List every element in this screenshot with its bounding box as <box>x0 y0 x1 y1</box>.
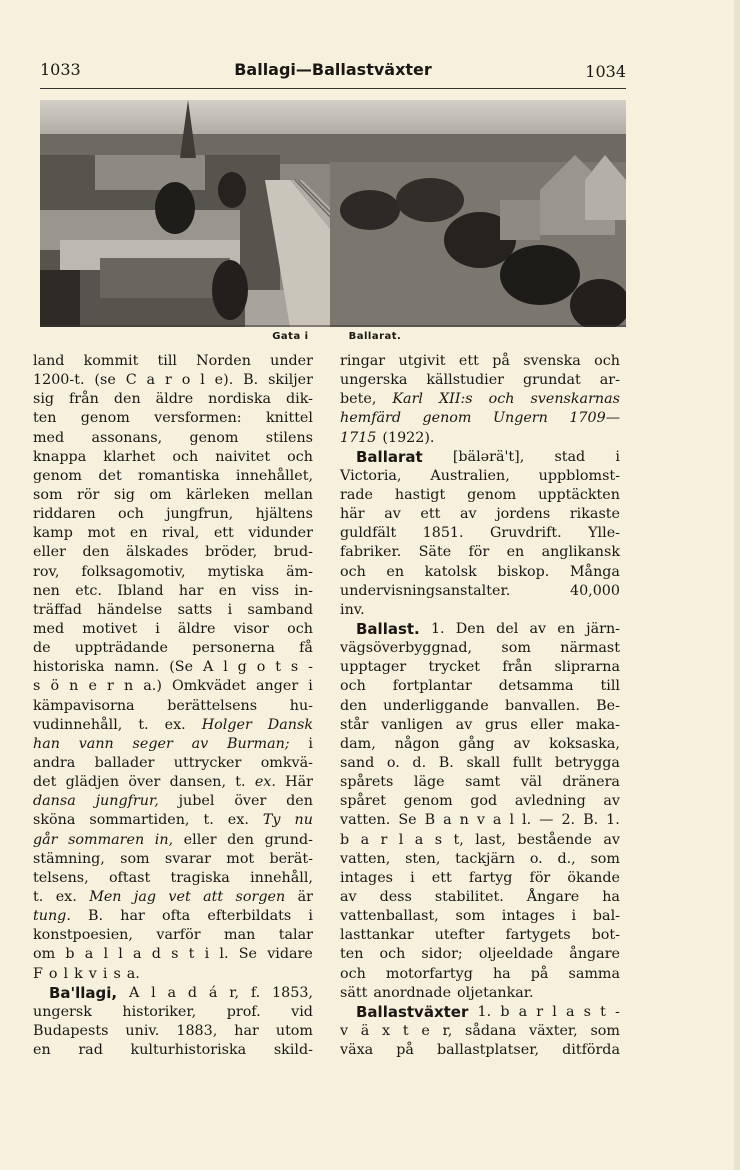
text-line: går sommaren in, eller den grund- <box>33 831 313 848</box>
text-line: land kommit till Norden under <box>33 353 313 369</box>
text-line: telsens, oftast tragiska innehåll, <box>33 869 313 886</box>
text-line: kamp mot en rival, ett vidunder <box>33 525 313 542</box>
text-line: v ä x t e r, sådana växter, som <box>340 1022 620 1039</box>
text-line: guldfält 1851. Gruvdrift. Ylle- <box>340 525 620 542</box>
text-line: ringar utgivit ett på svenska och <box>340 353 620 369</box>
text-line: spåret genom god avledning av <box>340 793 620 810</box>
text-line: konstpoesien, varför man talar <box>33 927 313 944</box>
text-line: och fortplantar detsamma till <box>340 678 620 695</box>
text-line: han vann seger av Burman; i <box>33 735 313 752</box>
text-line: intages i ett fartyg för ökande <box>340 869 620 886</box>
text-line: Budapests univ. 1883, har utom <box>33 1022 313 1039</box>
text-line: F o l k v i s a. <box>33 965 140 982</box>
text-line: ungerska källstudier grundat ar- <box>340 372 620 389</box>
text-line: Ballarat [bälərä't], stad i <box>356 447 620 466</box>
text-line: eller den älskades bröder, brud- <box>33 544 313 561</box>
text-line: t. ex. Men jag vet att sorgen är <box>33 888 313 905</box>
text-line: en rad kulturhistoriska skild- <box>33 1042 313 1059</box>
text-line: kämpavisorna berättelsens hu- <box>33 697 313 714</box>
text-line: sköna sommartiden, t. ex. Ty nu <box>33 812 313 829</box>
text-line: sand o. d. B. skall fullt betrygga <box>340 754 620 771</box>
text-line: och en katolsk biskop. Många <box>340 563 620 580</box>
text-line: hemfärd genom Ungern 1709— <box>340 410 620 427</box>
text-line: vägsöverbyggnad, som närmast <box>340 640 620 657</box>
text-line: vudinnehåll, t. ex. Holger Dansk <box>33 716 313 733</box>
text-line: det glädjen över dansen, t. ex. Här <box>33 774 313 791</box>
header-title: Ballagi—Ballastväxter <box>234 60 432 79</box>
text-line: historiska namn. (Se A l g o t s - <box>33 659 313 676</box>
right-page-number: 1034 <box>585 62 626 81</box>
text-line: spårets läge samt väl dränera <box>340 774 620 791</box>
text-line: vatten. Se B a n v a l l. — 2. B. 1. <box>340 812 620 829</box>
text-line: upptager trycket från sliprarna <box>340 659 620 676</box>
street-photo <box>40 100 626 327</box>
left-page-number: 1033 <box>40 60 81 79</box>
text-line: om b a l l a d s t i l. Se vidare <box>33 946 313 963</box>
text-line: andra ballader uttrycker omkvä- <box>33 754 313 771</box>
text-line: av dess stabilitet. Ångare ha <box>340 888 620 905</box>
text-line: Ba'llagi, A l a d á r, f. 1853, <box>49 983 313 1002</box>
text-line: som rör sig om kärleken mellan <box>33 486 313 503</box>
running-header <box>40 58 626 82</box>
text-line: sig från den äldre nordiska dik- <box>33 391 313 408</box>
text-line: och motorfartyg ha på samma <box>340 965 620 982</box>
text-line: genom det romantiska innehållet, <box>33 467 313 484</box>
text-line: knappa klarhet och naivitet och <box>33 448 313 465</box>
text-line: vatten, sten, tackjärn o. d., som <box>340 850 620 867</box>
text-line: dansa jungfrur, jubel över den <box>33 793 313 810</box>
text-line: ten och sidor; oljeeldade ångare <box>340 946 620 963</box>
text-line: tung. B. har ofta efterbildats i <box>33 908 313 925</box>
text-line: 1200-t. (se C a r o l e). B. skiljer <box>33 372 313 389</box>
text-line: bete, Karl XII:s och svenskarnas <box>340 391 620 408</box>
text-line: Ballastväxter 1. b a r l a s t - <box>356 1002 620 1021</box>
text-line: ten genom versformen: knittel <box>33 410 313 427</box>
text-line: här av ett av jordens rikaste <box>340 506 620 523</box>
right-column <box>340 352 620 1060</box>
caption-place: Ballarat. <box>348 331 402 342</box>
left-column <box>33 352 313 1060</box>
text-line: ungersk historiker, prof. vid <box>33 1003 313 1020</box>
text-line: träffad händelse satts i samband <box>33 601 313 618</box>
text-line: står vanligen av grus eller maka- <box>340 716 620 733</box>
text-line: Victoria, Australien, uppblomst- <box>340 467 620 484</box>
text-line: sätt anordnade oljetankar. <box>340 984 534 1001</box>
text-line: fabriker. Säte för en anglikansk <box>340 544 620 561</box>
header-rule <box>40 88 626 89</box>
page-edge <box>734 0 740 1170</box>
text-line: rov, folksagomotiv, mytiska äm- <box>33 563 313 580</box>
caption-gata: Gata i <box>272 331 309 342</box>
text-line: 1715 (1922). <box>340 429 435 446</box>
text-line: med assonans, genom stilens <box>33 429 313 446</box>
text-line: lasttankar utefter fartygets bot- <box>340 927 620 944</box>
text-line: stämning, som svarar mot berät- <box>33 850 313 867</box>
text-line: växa på ballastplatser, ditförda <box>340 1042 620 1059</box>
text-line: Ballast. 1. Den del av en järn- <box>356 619 620 638</box>
text-line: vattenballast, som intages i bal- <box>340 908 620 925</box>
text-line: s ö n e r n a.) Omkvädet anger i <box>33 678 313 695</box>
text-line: undervisningsanstalter. 40,000 <box>340 582 620 599</box>
figure-caption <box>40 331 626 342</box>
text-line: nen etc. Ibland har en viss in- <box>33 582 313 599</box>
text-line: riddaren och jungfrun, hjältens <box>33 506 313 523</box>
text-line: den underliggande banvallen. Be- <box>340 697 620 714</box>
text-line: dam, någon gång av koksaska, <box>340 735 620 752</box>
text-line: rade hastigt genom upptäckten <box>340 486 620 503</box>
text-line: de uppträdande personerna få <box>33 640 313 657</box>
text-line: b a r l a s t, last, bestående av <box>340 831 620 848</box>
text-line: inv. <box>340 601 365 618</box>
text-line: med motivet i äldre visor och <box>33 620 313 637</box>
